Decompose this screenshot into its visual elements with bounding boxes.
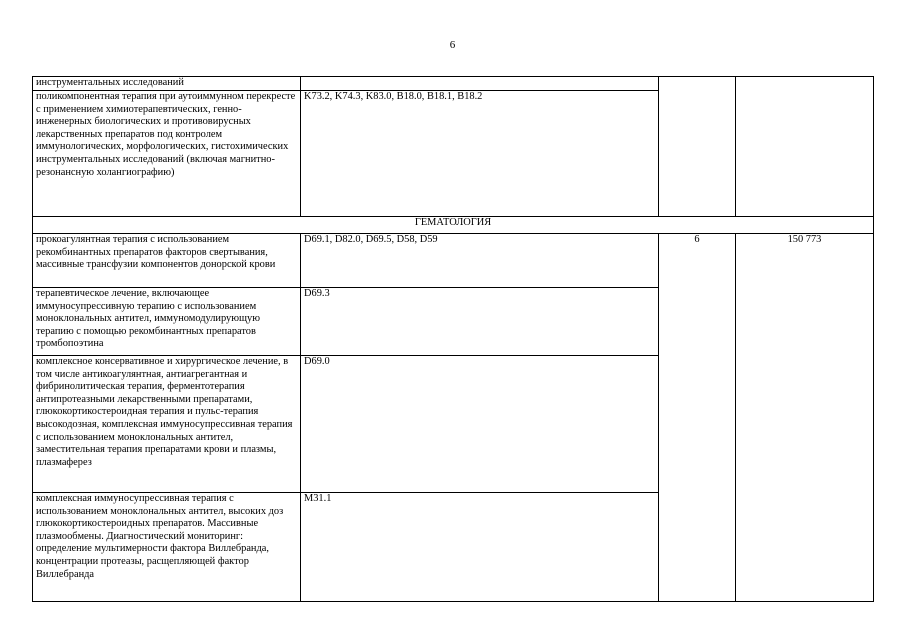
codes-cell: M31.1 — [301, 493, 659, 602]
codes-cell: D69.1, D82.0, D69.5, D58, D59 — [301, 234, 659, 288]
group-cell — [659, 77, 736, 217]
codes-cell: D69.0 — [301, 356, 659, 493]
table-row — [33, 77, 874, 91]
cost-cell: 150 773 — [736, 234, 874, 602]
section-row — [33, 217, 874, 234]
treatment-cell: терапевтическое лечение, включающее иммуносупрессивную терапию с использованием моноклональных антител, иммуномодулирующую терапию с помощью рекомбинантных препаратов тромбопоэтина — [33, 288, 301, 356]
treatment-cell: комплексная иммуносупрессивная терапия с использованием моноклональных антител, высоких доз глюкокортикостероидных препаратов. Массивные плазмообмены. Диагностический мониторинг: определение мультимерности фактора Виллебранда, концентрации протеазы, расщепляющей фактор Виллебранда — [33, 493, 301, 602]
page-number: 6 — [449, 39, 456, 51]
section-title: ГЕМАТОЛОГИЯ — [33, 217, 874, 234]
treatment-cell: комплексное консервативное и хирургическое лечение, в том числе антикоагулянтная, антиагрегантная и фибринолитическая терапия, ферментотерапия антипротеазными лекарственными препаратами, глюкокортикостероидная терапия и пульс-терапия высокодозная, комплексная иммуносупрессивная терапия с использованием моноклональных антител, заместительная терапия препаратами крови и плазмы, плазмаферез — [33, 356, 301, 493]
group-number-cell: 6 — [659, 234, 736, 602]
treatment-table — [32, 76, 874, 602]
cost-cell — [736, 77, 874, 217]
codes-cell — [301, 77, 659, 91]
codes-cell: D69.3 — [301, 288, 659, 356]
treatment-cell: инструментальных исследований — [33, 77, 301, 91]
table-row — [33, 234, 874, 288]
codes-cell: K73.2, K74.3, K83.0, B18.0, B18.1, B18.2 — [301, 91, 659, 217]
treatment-cell: поликомпонентная терапия при аутоиммунном перекресте с применением химиотерапевтических, генно-инженерных биологических и противовирусных лекарственных препаратов под контролем иммунологических, морфологических, гистохимических инструментальных исследований (включая магнитно-резонансную холангиографию) — [33, 91, 301, 217]
treatment-cell: прокоагулянтная терапия с использованием рекомбинантных препаратов факторов свертывания, массивные трансфузии компонентов донорской крови — [33, 234, 301, 288]
